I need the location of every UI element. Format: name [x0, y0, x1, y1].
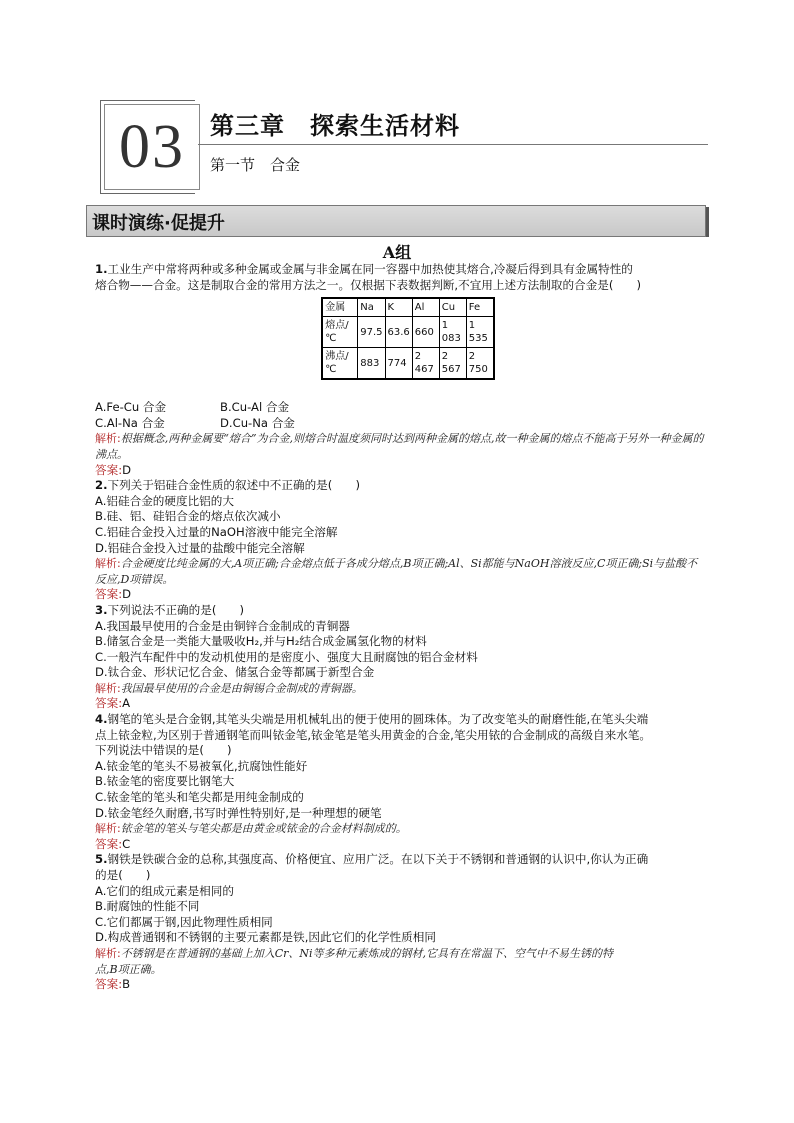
question-text: 钢铁是铁碳合金的总称,其强度高、价格便宜、应用广泛。在以下关于不锈钢和普通钢的认识中,你认为正确 — [107, 852, 649, 867]
table-cell: 660 — [412, 317, 439, 348]
answer: 答案:C — [95, 836, 131, 851]
table-header-row — [322, 298, 494, 317]
option-c: C.一般汽车配件中的发动机使用的是密度小、强度大且耐腐蚀的铝合金材料 — [95, 649, 478, 664]
chapter-number: 03 — [104, 104, 200, 190]
answer: 答案:B — [95, 977, 131, 992]
table-header-cell: Na — [358, 298, 385, 317]
table-cell: 2 567 — [439, 348, 466, 380]
table-cell: 97.5 — [358, 317, 385, 348]
table-row — [322, 348, 494, 380]
explanation: 解析:不锈钢是在普通钢的基础上加入Cr、Ni等多种元素炼成的钢材,它具有在常温下、空气中不易生锈的特 — [95, 946, 614, 960]
question-text: 下列关于铝硅合金性质的叙述中不正确的是( ) — [107, 478, 361, 493]
answer: 答案:D — [95, 462, 132, 477]
question-3 — [95, 603, 707, 712]
option-c: C.铝硅合金投入过量的NaOH溶液中能完全溶解 — [95, 524, 338, 539]
explanation-label: 解析: — [95, 432, 121, 446]
header-divider — [198, 144, 708, 145]
question-4 — [95, 712, 707, 852]
table-header-cell: Al — [412, 298, 439, 317]
table-header-cell: 金属 — [322, 298, 358, 317]
group-title: A组 — [382, 243, 412, 262]
table-cell: 1 535 — [466, 317, 494, 348]
option-a: A.它们的组成元素是相同的 — [95, 883, 234, 898]
option-b: B.储氢合金是一类能大量吸收H₂,并与H₂结合成金属氢化物的材料 — [95, 634, 427, 649]
option-a: A.铱金笔的笔头不易被氧化,抗腐蚀性能好 — [95, 758, 308, 773]
question-text: 下列说法中错误的是( ) — [95, 743, 232, 758]
table-header-cell: K — [385, 298, 412, 317]
question-text: 下列说法不正确的是( ) — [107, 602, 245, 617]
explanation-label: 解析: — [95, 946, 121, 960]
option-b: B.Cu-Al 合金 — [220, 400, 290, 415]
option-c: C.Al-Na 合金 — [95, 415, 165, 430]
option-a: A.Fe-Cu 合金 — [95, 400, 167, 415]
table-header-cell: Cu — [439, 298, 466, 317]
option-a: A.铝硅合金的硬度比铝的大 — [95, 493, 234, 508]
explanation: 解析:我国最早使用的合金是由铜锡合金制成的青铜器。 — [95, 681, 363, 695]
answer: 答案:A — [95, 696, 131, 711]
question-number: 3. — [95, 602, 108, 617]
option-c: C.它们都属于钢,因此物理性质相同 — [95, 914, 273, 929]
table-row — [322, 317, 494, 348]
table-cell: 2 750 — [466, 348, 494, 380]
table-cell: 2 467 — [412, 348, 439, 380]
question-1 — [95, 262, 707, 478]
explanation: 点,B项正确。 — [95, 962, 162, 976]
answer: 答案:D — [95, 587, 132, 602]
explanation: 解析:根据概念,两种金属要“熔合”为合金,则熔合时温度须同时达到两种金属的熔点,故一种金属的熔点不能高于另外一种金属的沸点。 — [95, 432, 704, 461]
banner-title: 课时演练·促提升 — [92, 213, 225, 234]
answer-label: 答案: — [95, 462, 123, 477]
explanation-label: 解析: — [95, 681, 121, 695]
section-title: 第一节 合金 — [210, 156, 301, 174]
option-b: B.铱金笔的密度要比钢笔大 — [95, 774, 235, 789]
question-number: 2. — [95, 478, 108, 493]
explanation-label: 解析: — [95, 822, 121, 836]
question-list — [95, 262, 707, 993]
chapter-title: 第三章 探索生活材料 — [210, 111, 460, 140]
question-text: 点上铱金粒,为区别于普通钢笔而叫铱金笔,铱金笔是笔头用黄金的合金,笔尖用铱的合金制成的高级自来水笔。 — [95, 727, 651, 742]
answer-label: 答案: — [95, 977, 123, 992]
option-d: D.Cu-Na 合金 — [220, 415, 295, 430]
table-header-cell: Fe — [466, 298, 494, 317]
banner-shadow — [706, 207, 709, 237]
answer-label: 答案: — [95, 587, 123, 602]
question-text: 钢笔的笔头是合金钢,其笔头尖端是用机械轧出的便于使用的圆珠体。为了改变笔头的耐磨性能,在笔头尖端 — [107, 712, 649, 727]
question-text: 的是( ) — [95, 868, 151, 882]
table-cell: 883 — [358, 348, 385, 380]
explanation-label: 解析: — [95, 557, 121, 571]
table-cell: 774 — [385, 348, 412, 380]
option-d: D.构成普通钢和不锈钢的主要元素都是铁,因此它们的化学性质相同 — [95, 930, 436, 945]
option-b: B.硅、铝、硅铝合金的熔点依次减小 — [95, 509, 281, 524]
table-cell: 63.6 — [385, 317, 412, 348]
answer-label: 答案: — [95, 836, 123, 851]
answer-label: 答案: — [95, 696, 123, 711]
table-row-label: 熔点/℃ — [322, 317, 358, 348]
question-2 — [95, 478, 707, 603]
option-d: D.钛合金、形状记忆合金、储氢合金等都属于新型合金 — [95, 665, 375, 680]
explanation: 解析:铱金笔的笔头与笔尖都是由黄金或铱金的合金材料制成的。 — [95, 822, 407, 836]
question-5 — [95, 852, 707, 992]
question-number: 5. — [95, 852, 108, 867]
question-number: 4. — [95, 712, 108, 727]
table-row-label: 沸点/℃ — [322, 348, 358, 380]
option-c: C.铱金笔的笔头和笔尖都是用纯金制成的 — [95, 790, 304, 805]
table-cell: 1 083 — [439, 317, 466, 348]
question-number: 1. — [95, 262, 108, 276]
option-d: D.铱金笔经久耐磨,书写时弹性特别好,是一种理想的硬笔 — [95, 805, 382, 820]
question-text: 工业生产中常将两种或多种金属或金属与非金属在同一容器中加热使其熔合,冷凝后得到具有金属特性的 — [107, 262, 633, 276]
option-a: A.我国最早使用的合金是由铜锌合金制成的青铜器 — [95, 618, 350, 633]
metal-properties-table — [321, 297, 495, 380]
explanation: 解析:合金硬度比纯金属的大,A项正确;合金熔点低于各成分熔点,B项正确;Al、Si都能与NaOH溶液反应,C项正确;Si与盐酸不反应,D项错误。 — [95, 557, 698, 586]
option-d: D.铝硅合金投入过量的盐酸中能完全溶解 — [95, 540, 305, 555]
question-text: 熔合物——合金。这是制取合金的常用方法之一。仅根据下表数据判断,不宜用上述方法制取的合金是( ) — [95, 277, 642, 292]
option-b: B.耐腐蚀的性能不同 — [95, 899, 200, 914]
